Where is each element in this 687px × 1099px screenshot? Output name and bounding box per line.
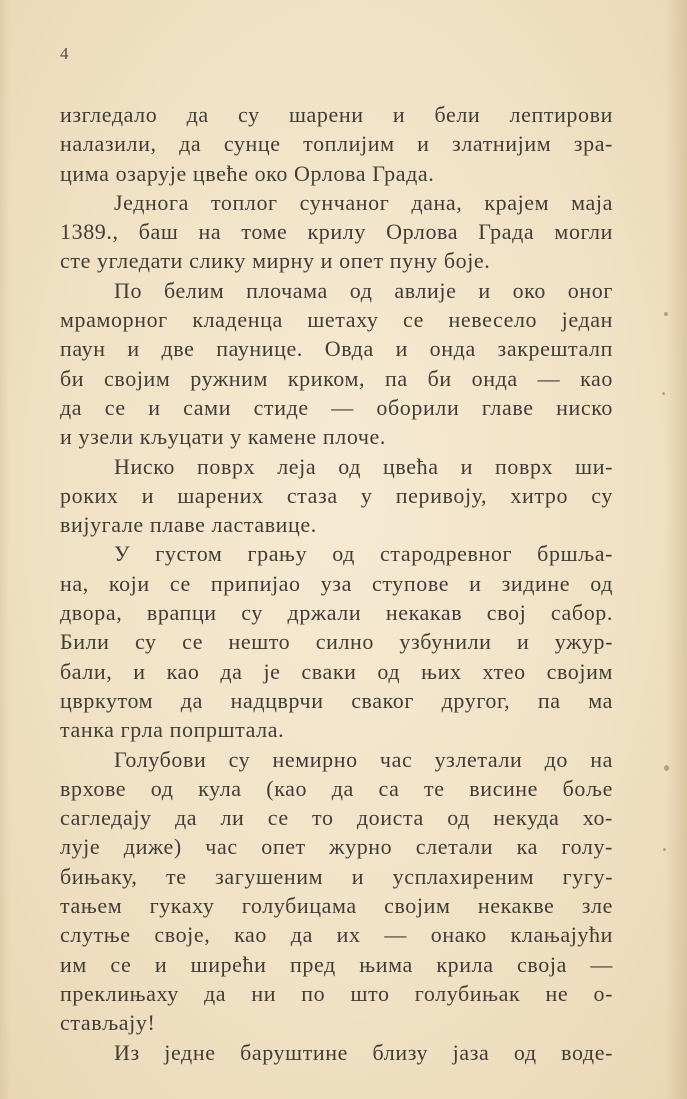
text-line: на, који се припијао уза ступове и зидине од	[60, 570, 613, 596]
text-line: стављају!	[60, 1010, 156, 1036]
body-text	[60, 100, 613, 1067]
text-line: Били су се нешто силно узбунили и ужур-	[60, 629, 613, 655]
text-line: мраморног кладенца шетаху се невесело један	[60, 307, 613, 333]
text-line: двора, врапци су држали некакав свој сабор.	[60, 600, 613, 626]
text-line: би својим ружним криком, па би онда — као	[60, 365, 613, 391]
page-number: 4	[60, 44, 69, 63]
text-line: сагледају да ли се то доиста од некуда хо-	[60, 805, 613, 831]
text-line: танка грла попрштала.	[60, 717, 285, 743]
text-line: врхове од кула (као да са те висине боље	[60, 775, 613, 801]
page-left-edge-shadow	[0, 0, 10, 1099]
text-line: Голубови су немирно час узлетали до на	[114, 746, 613, 772]
text-line: бињаку, те загушеним и усплахиреним гугу-	[60, 863, 613, 889]
text-line: роких и шарених стаза у перивоју, хитро су	[60, 482, 613, 508]
text-line: цвркутом да надцврчи сваког другог, па ма	[60, 687, 613, 713]
text-line: Ниско поврх леја од цвећа и поврх ши-	[114, 453, 613, 479]
text-line: да се и сами стиде — оборили главе ниско	[60, 394, 613, 420]
text-line: цима озарује цвеће око Орлова Града.	[60, 160, 435, 186]
text-line: преклињаху да ни по што голубињак не о-	[60, 980, 613, 1006]
text-line: тањем гукаху голубицама својим некакве зле	[60, 893, 613, 919]
text-line: слутње своје, као да их — онако клањајући	[60, 922, 613, 948]
text-line: им се и ширећи пред њима крила своја —	[60, 951, 613, 977]
text-line: бали, и као да је сваки од њих хтео својим	[60, 658, 613, 684]
page-right-edge-shadow	[665, 0, 687, 1099]
text-line: изгледало да су шарени и бели лептирови	[60, 102, 613, 127]
text-line: У густом грању од стародревног бршља-	[114, 541, 613, 567]
text-line: лује диже) час опет журно слетали ка голу-	[60, 834, 613, 860]
text-line: сте угледати слику мирну и опет пуну боје.	[60, 248, 491, 274]
text-line: паун и две паунице. Овда и онда закрешталп	[60, 336, 613, 362]
text-line: и узели кљуцати у камене плоче.	[60, 424, 386, 450]
text-line: Из једне баруштине близу јаза од воде-	[114, 1039, 613, 1065]
text-line: По белим плочама од авлије и око оног	[114, 277, 613, 303]
text-line: Једнога топлог сунчаног дана, крајем маја	[114, 189, 613, 215]
text-line: вијугале плаве ластавице.	[60, 512, 317, 538]
text-line: 1389., баш на томе крилу Орлова Града могли	[60, 219, 613, 245]
text-line: налазили, да сунце топлијим и златнијим зра-	[60, 131, 613, 157]
